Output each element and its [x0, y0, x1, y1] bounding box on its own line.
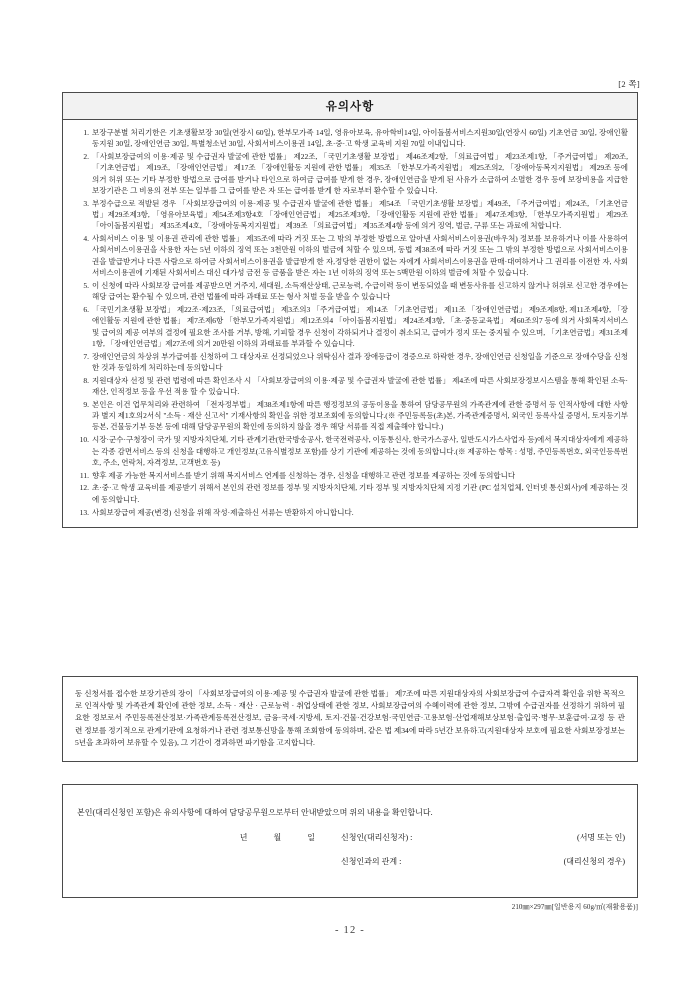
- notice-item-text: 이 신청에 따라 사회보장 급여를 제공받으면 거주지, 세대원, 소득재산상태, 근로능력, 수급이력 등이 변동되었을 때 변동사유를 신고하지 않거나 허위로 신고한 경우에는 해당 급여는 환수될 수 있으며, 관련 법률에 따라 과태료 또는 형사 처벌 등을 받을 수 있습니다: [92, 280, 628, 302]
- notice-item-number: 7.: [83, 351, 89, 361]
- notice-item-number: 8.: [83, 375, 89, 385]
- notice-item: [72, 127, 628, 150]
- footer-page-number: - 12 -: [335, 925, 365, 936]
- signature-date-fields: [240, 831, 315, 845]
- day-label: 일: [307, 833, 315, 842]
- paper-spec: 210㎜×297㎜[일반용지 60g/㎡(재활용품)]: [511, 903, 638, 911]
- notice-item: [72, 198, 628, 232]
- relation-note: (대리신청의 경우): [563, 857, 625, 866]
- notice-item-text: 시장·군수·구청장이 국가 및 지방자치단체, 기타 관계기관(한국방송공사, 한국전력공사, 이동통신사, 한국가스공사, 일반도시가스사업자 등)에서 복지대상자에게 제공하는 각종 감면서비스 등의 신청을 대행하고 개인정보(고유식별정보 포함)를 상기 기관에 제공하는 것에 동의합니다.(※ 제공하는 항목 : 성명, 주민등록번호, 외국인등록번호, 주소, 연락처, 자격정보, 고객번호 등): [92, 435, 628, 467]
- notice-item-number: 11.: [79, 470, 89, 480]
- notice-item-list: [72, 127, 628, 518]
- notice-title: 유의사항: [63, 93, 637, 120]
- notice-item: [72, 375, 628, 398]
- notice-item-text: 「국민기초생활 보장법」 제22조·제23조, 「의료급여법」 제3조의3 「주거급여법」 제14조 「기초연금법」 제11조 「장애인연금법」 제9조제8항, 제11조제4항, 「장애인활동 지원에 관한 법률」 제7조제6항 「한부모가족지원법」 제12조의4 「아이돌봄지원법」 제24조제3항, 「초·중등교육법」 제60조의7 등에 의거 사회복지서비스 및 급여의 제공 여부의 결정에 필요한 조사를 거부, 방해, 기피할 경우 신청이 각하되거나 결정이 취소되고, 급여가 정지 또는 중지될 수 있으며, 「기초연금법」제31조제1항, 「장애인연금법」제27조에 의거 20만원 이하의 과태료를 부과할 수 있습니다.: [92, 304, 628, 348]
- signature-statement: 본인(대리신청인 포함)은 유의사항에 대하여 담당공무원으로부터 안내받았으며 위의 내용을 확인합니다.: [77, 808, 433, 817]
- signature-applicant-row: [63, 831, 625, 845]
- notice-item-text: 장애인연금의 차상위 부가급여를 신청하여 그 대상자로 선정되었으나 위탁심사 결과 장애등급이 경증으로 하락한 경우, 장애인연금 신청일을 기준으로 장애수당을 신청한 것과 동일하게 처리하는데 동의합니다: [92, 351, 628, 372]
- notice-item-text: 부정수급으로 적발된 경우 「사회보장급여의 이용·제공 및 수급권자 발굴에 관한 법률」 제54조 「국민기초생활 보장법」제49조, 「주거급여법」제24조, 「기초연금법」제29조제3항, 「영유아보육법」제54조제3항4호 「장애인연금법」 제25조제3항, 「장애인활동 지원에 관한 법률」 제47조제3항, 「한부모가족지원법」 제29조 「아이돌봄지원법」 제35조제4호, 「장애아동복지지원법」 제39조 「의료급여법」 제35조제4항 등에 의거 징역, 벌금, 구류 또는 과료에 처합니다.: [92, 198, 628, 231]
- notice-item-text: 향후 제공 가능한 복지서비스를 받기 위해 복지서비스 연계를 신청하는 경우, 신청을 대행하고 관련 정보를 제공하는 것에 동의합니다: [92, 470, 516, 480]
- notice-item-text: 「사회보장급여의 이용·제공 및 수급권자 발굴에 관한 법률」 제22조, 「국민기초생활 보장법」 제46조제2항, 「의료급여법」 제23조제1항, 「주거급여법」 제20조, 「기초연금법」 제19조, 「장애인연금법」 제17조 「장애인활동 지원에 관한 법률」 제35조 「한부모가족지원법」 제25조의2, 「장애아동복지지원법」 제29조 등에 의거 허위 또는 기타 부정한 방법으로 급여를 받거나 타인으로 하여금 급여를 받게 한 경우, 장애인연금을 받게 된 사유가 소급하여 소멸한 경우 등에 보장비용을 지급한 보장기관은 그 비용의 전부 또는 일부를 그 급여를 받은 자 또는 급여를 받게 한 자로부터 환수할 수 있습니다.: [92, 152, 628, 195]
- notice-item: [72, 351, 628, 374]
- signature-rows: [63, 831, 637, 869]
- notice-item-number: 4.: [83, 234, 89, 244]
- notice-body: [63, 120, 637, 527]
- notice-item: [72, 399, 628, 433]
- notice-item: [72, 434, 628, 468]
- notice-item: [72, 470, 628, 481]
- notice-item: [72, 280, 628, 303]
- applicant-signature-label: 신청인(대리신청자) :: [341, 833, 413, 842]
- notice-item-number: 12.: [79, 483, 89, 493]
- notice-item: [72, 507, 628, 518]
- notice-item-number: 6.: [83, 304, 89, 314]
- notice-item-text: 지원대상자 선정 및 관련 법령에 따른 확인조사 시 「사회보장급여의 이용·제공 및 수급권자 발굴에 관한 법률」 제4조에 따른 사회보장정보시스템을 통해 확인된 소득·재산, 인적정보 등을 우선 적용 할 수 있습니다.: [92, 375, 628, 397]
- notice-item-text: 초·중·고 학생 교육비를 제공받기 위해서 본인의 관련 정보를 정부 및 지방자치단체, 기타 정부 및 지방자치단체 지정 기관 (PC 설치업체, 인터넷 통신회사)에 제공하는 것에 동의합니다.: [92, 483, 628, 504]
- notice-item-number: 13.: [79, 507, 89, 517]
- consent-paragraph: 동 신청서를 접수한 보장기관의 장이 「사회보장급여의 이용·제공 및 수급권자 발굴에 관한 법률」 제7조에 따른 지원대상자의 사회보장급여 수급자격 확인을 위한 목적으로 인적사항 및 가족관계 확인에 관한 정보, 소득 · 재산 · 근로능력 · 취업상태에 관한 정보, 사회보장급여의 수혜이력에 관한 정보, 그밖에 수급권자를 선정하기 위하여 필요한 정보로서 주민등록전산정보·가족관계등록전산정보, 금융·국세·지방세, 토지·건물·건강보험·국민연금·고용보험·산업재해보상보험·출입국·병무·보훈급여·교정 등 관련 정보를 정기적으로 관계기관에 요청하거나 관련 정보통신망을 통해 조회함에 동의하며, 같은 법 제34에 따라 5년간 보유하고(지원대상자 보호에 필요한 사회보장정보는 5년을 초과하여 보유할 수 있음), 그 기간이 경과하면 파기함을 고지합니다.: [75, 689, 625, 747]
- notice-item-text: 본인은 이건 업무처리와 관련하여 「전자정부법」 제38조제1항에 따른 행정정보의 공동이용을 통하여 담당공무원의 가족관계에 관한 증명서 등 인적사항에 대한 사항과 별지 제1호의2서식 "소득 · 재산 신고서" 기재사항의 확인을 위한 정보조회에 동의합니다.(※ 주민등록등(초)본, 가족관계증명서, 외국인 등록사실 증명서, 토지등기부 등본, 건물등기부 등본 등에 대해 담당공무원의 확인에 동의하지 않을 경우 해당 서류를 직접 제출해야 합니다.): [92, 399, 628, 432]
- notice-box: [62, 92, 638, 528]
- notice-item-number: 10.: [79, 435, 89, 445]
- notice-item-number: 2.: [83, 152, 89, 162]
- signature-relation-row: [63, 855, 625, 869]
- notice-item-number: 9.: [83, 399, 89, 409]
- notice-item-number: 5.: [83, 280, 89, 290]
- applicant-signature-note: (서명 또는 인): [577, 833, 625, 842]
- notice-item: [72, 233, 628, 278]
- consent-box: [62, 676, 638, 762]
- notice-item-number: 1.: [83, 128, 89, 137]
- notice-item: [72, 151, 628, 196]
- signature-box: [62, 784, 638, 898]
- notice-item-text: 보장구분별 처리기한은 기초생활보장 30일(연장시 60일), 한부모가족 14일, 영유아보육, 유아학비14일, 아이돌봄서비스지원30일(연장시 60일) 기초연금 30일, 장애인활동지원 30일, 장애인연금 30일, 특별청소년 30일, 사회서비스이용권 14일, 초·중·고 학생 교육비 지원 70일 이내입니다.: [92, 128, 628, 149]
- month-label: 월: [273, 833, 282, 842]
- notice-item: [72, 482, 628, 505]
- notice-item-text: 사회보장급여 제공(변경) 신청을 위해 작성·제출하신 서류는 반환하지 아니합니다.: [92, 507, 354, 517]
- page-marker: [2 쪽]: [618, 79, 640, 89]
- relation-label: 신청인과의 관계 :: [341, 857, 402, 866]
- notice-item-text: 사회서비스 이용 및 이용권 관리에 관한 법률」 제35조에 따라 거짓 또는 그 밖의 부정한 방법으로 알아낸 사회서비스이용권(바우처) 정보를 보유하거나 이를 사용하여 사회서비스이용권을 사용한 자는 5년 이하의 징역 또는 3천만원 이하의 벌금에 처할 수 있으며, 동법 제38조에 따라 거짓 또는 그 밖의 부정한 방법으로 사회서비스이용권을 발급받거나 다른 사람으로 하여금 사회서비스이용권을 발급받게 한 자,정당한 권한이 없는 자에게 사회서비스이용권을 판매·대여하거나 그 권리를 이전한 자, 사회서비스이용권에 기재된 사회서비스 대신 대가성 금전 등 금품을 받은 자는 1년 이하의 징역 또는 5백만원 이하의 벌금에 처할 수 있습니다.: [92, 234, 628, 278]
- notice-item-number: 3.: [83, 198, 89, 208]
- year-label: 년: [239, 833, 248, 842]
- notice-item: [72, 304, 628, 349]
